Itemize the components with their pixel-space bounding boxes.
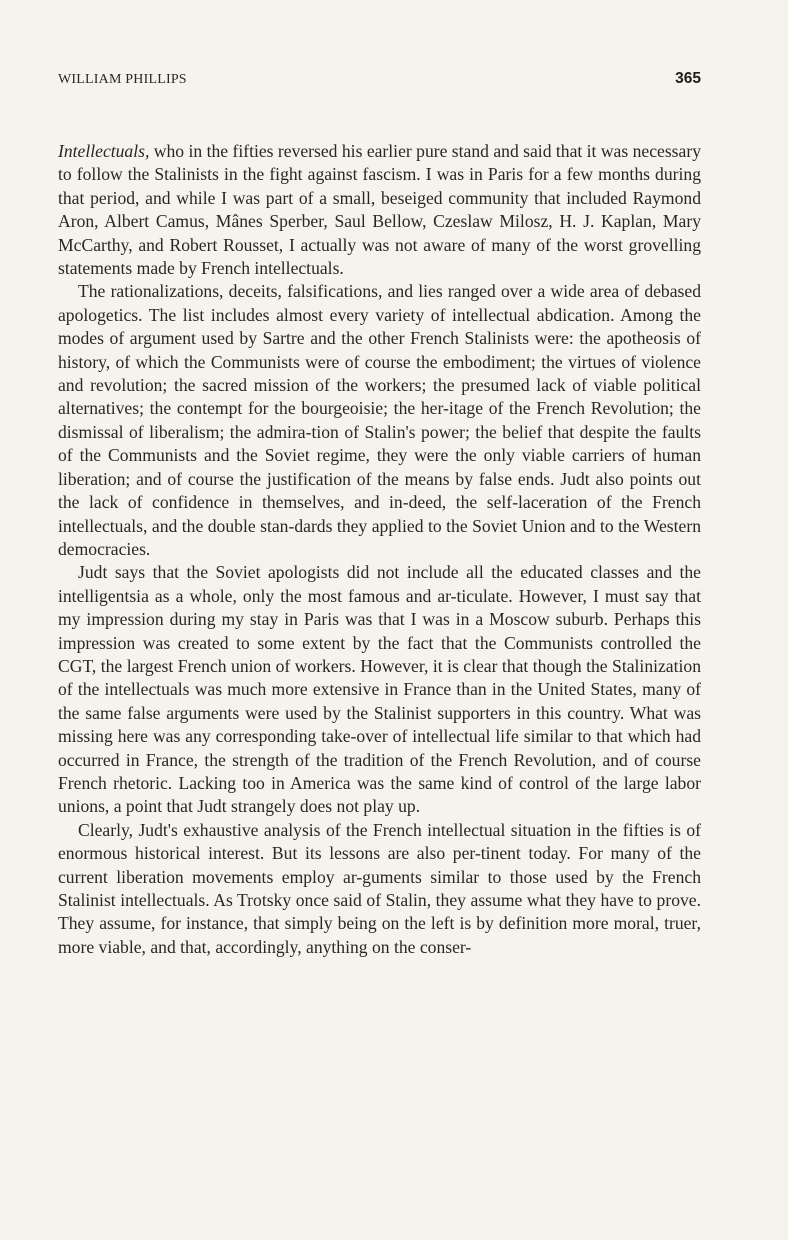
book-page [58, 0, 701, 1240]
paragraph-1 [58, 140, 701, 280]
paragraph-3: Judt says that the Soviet apologists did not include all the educated classes and the intelligentsia as a whole, only the most famous and ar-ticulate. However, I must say that my impression during my stay in Paris was that I was in a Moscow suburb. Perhaps this impression was created to some extent by the fact that the Communists controlled the CGT, the largest French union of workers. However, it is clear that though the Stalinization of the intellectuals was much more extensive in France than in the United States, many of the same false arguments were used by the Stalinist supporters in this country. What was missing here was any corresponding take-over of intellectual life similar to that which had occurred in France, the strength of the tradition of the French Revolution, and of course French rhetoric. Lacking too in America was the same kind of control of the large labor unions, a point that Judt strangely does not play up. [58, 562, 701, 817]
body-text [58, 140, 701, 959]
book-title-italic: Intellectuals, [58, 141, 150, 161]
running-title: WILLIAM PHILLIPS [58, 72, 187, 87]
paragraph-2: The rationalizations, deceits, falsifications, and lies ranged over a wide area of debased apologetics. The list includes almost every variety of intellectual abdication. Among the modes of argument used by Sartre and the other French Stalinists were: the apotheosis of history, of which the Communists were of course the embodiment; the virtues of violence and revolution; the sacred mission of the workers; the presumed lack of viable political alternatives; the contempt for the bourgeoisie; the her-itage of the French Revolution; the dismissal of liberalism; the admira-tion of Stalin's power; the belief that despite the faults of the Communists and the Soviet regime, they were the only viable carriers of human liberation; and of course the justification of the means by false ends. Judt also points out the lack of confidence in themselves, and in-deed, the self-laceration of the French intellectuals, and the double stan-dards they applied to the Soviet Union and to the Western democracies. [58, 281, 701, 559]
running-head [58, 72, 701, 96]
page-number: 365 [675, 70, 701, 87]
paragraph-1-text: who in the fifties reversed his earlier pure stand and said that it was necessary to follow the Stalinists in the fight against fascism. I was in Paris for a few months during that period, and while I was part of a small, beseiged community that included Raymond Aron, Albert Camus, Mânes Sperber, Saul Bellow, Czeslaw Milosz, H. J. Kaplan, Mary McCarthy, and Robert Rousset, I actually was not aware of many of the worst grovelling statements made by French intellectuals. [58, 141, 701, 279]
paragraph-4: Clearly, Judt's exhaustive analysis of the French intellectual situation in the fifties is of enormous historical interest. But its lessons are also per-tinent today. For many of the current liberation movements employ ar-guments similar to those used by the French Stalinist intellectuals. As Trotsky once said of Stalin, they assume what they have to prove. They assume, for instance, that simply being on the left is by definition more moral, truer, more viable, and that, accordingly, anything on the conser- [58, 819, 701, 957]
